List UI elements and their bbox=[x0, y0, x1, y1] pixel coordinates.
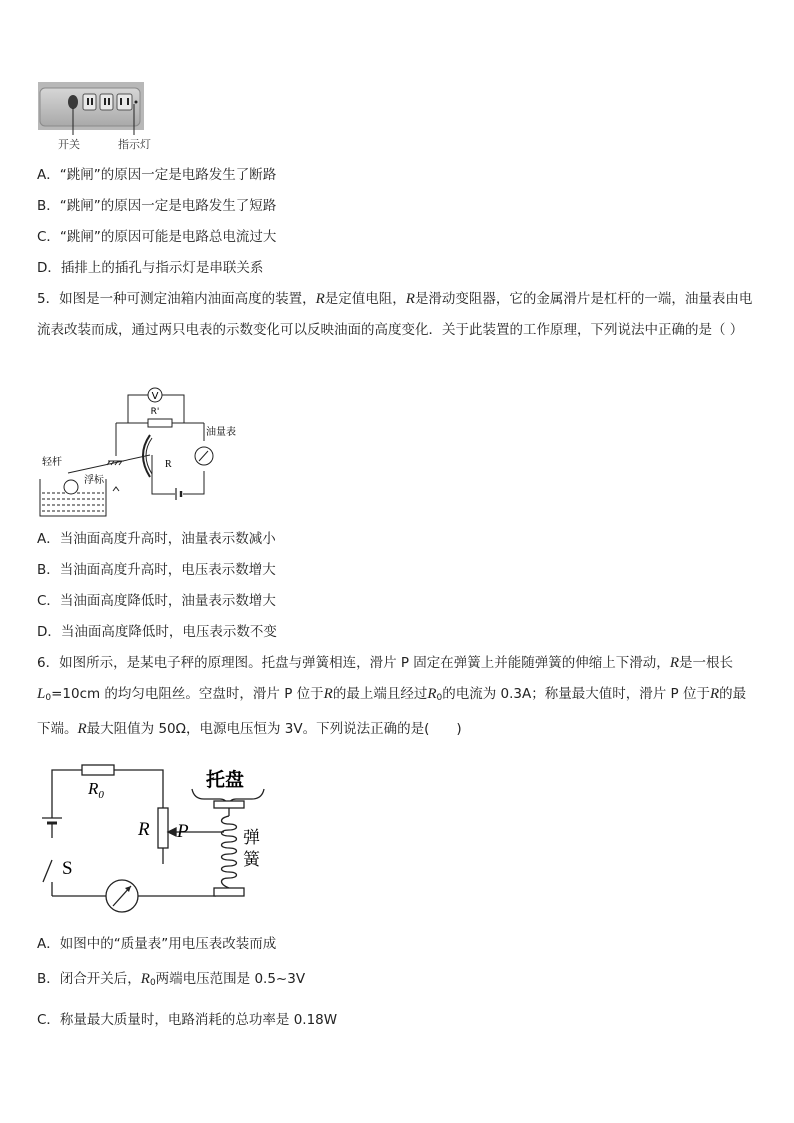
q4-option-d: D．插排上的插孔与指示灯是串联关系 bbox=[37, 260, 264, 276]
q5-stem: 5．如图是一种可测定油箱内油面高度的装置，R是定值电阻，R是滑动变阻器，它的金属滑片是杠杆的一端，油量表由电流表改装而成，通过两只电表的示数变化可以反映油面的高度变化．关于此装置的工作原理，下列说法中正确的是（ ） bbox=[37, 291, 753, 338]
q5-option-d: D．当油面高度降低时，电压表示数不变 bbox=[37, 624, 277, 640]
r-label: R bbox=[138, 819, 150, 840]
electronic-scale-circuit-figure bbox=[36, 756, 276, 918]
rheostat-label: R bbox=[165, 459, 172, 470]
q6-option-c: C．称量最大质量时，电路消耗的总功率是 0.18W bbox=[37, 1012, 338, 1028]
spring-label-1: 弹 bbox=[243, 828, 260, 848]
q5-option-c: C．当油面高度降低时，油量表示数增大 bbox=[37, 593, 276, 609]
q6-option-a: A．如图中的“质量表”用电压表改装而成 bbox=[37, 936, 277, 952]
voltmeter-label: V bbox=[151, 391, 159, 402]
indicator-light-icon bbox=[135, 101, 138, 104]
power-strip-figure bbox=[38, 80, 163, 155]
q4-option-c: C．“跳闸”的原因可能是电路总电流过大 bbox=[37, 229, 277, 245]
q5-option-b: B．当油面高度升高时，电压表示数增大 bbox=[37, 562, 276, 578]
q4-option-b: B．“跳闸”的原因一定是电路发生了短路 bbox=[37, 198, 277, 214]
tray-label: 托盘 bbox=[206, 769, 245, 791]
p-label: P bbox=[177, 821, 189, 842]
oil-gauge-label: 油量表 bbox=[206, 427, 236, 438]
q6-stem: 6．如图所示，是某电子秤的原理图。托盘与弹簧相连，滑片 P 固定在弹簧上并能随弹簧的伸缩上下滑动，R是一根长$L_0=10cm$ 的均匀电阻丝。空盘时，滑片 P 位于R的最上端且经过$R_0$的电流为 0.3A；称量最大值时，滑片 P 位于R的最下端。R最大阻值为 50Ω，电源电压恒为 3V。下列说法正确的是( ) bbox=[37, 655, 747, 737]
spring-label-2: 簧 bbox=[243, 850, 260, 870]
q4-option-a: A．“跳闸”的原因一定是电路发生了断路 bbox=[37, 167, 277, 183]
oil-gauge-circuit bbox=[38, 383, 236, 523]
q6-option-b: B．闭合开关后，$R_0$两端电压范围是 0.5~3V bbox=[37, 971, 306, 988]
oil-gauge-circuit-figure bbox=[38, 383, 236, 523]
electronic-scale-circuit bbox=[36, 756, 276, 918]
float-label: 浮标 bbox=[84, 475, 104, 486]
r0-label: $R_0$ bbox=[88, 779, 104, 801]
q5-option-a: A．当油面高度升高时，油量表示数减小 bbox=[37, 531, 276, 547]
switch-s-label: S bbox=[62, 858, 73, 879]
switch-label: 开关 bbox=[58, 138, 80, 151]
r-prime-label: R' bbox=[150, 407, 160, 417]
lever-label: 轻杆 bbox=[42, 457, 62, 468]
indicator-label: 指示灯 bbox=[118, 138, 151, 151]
